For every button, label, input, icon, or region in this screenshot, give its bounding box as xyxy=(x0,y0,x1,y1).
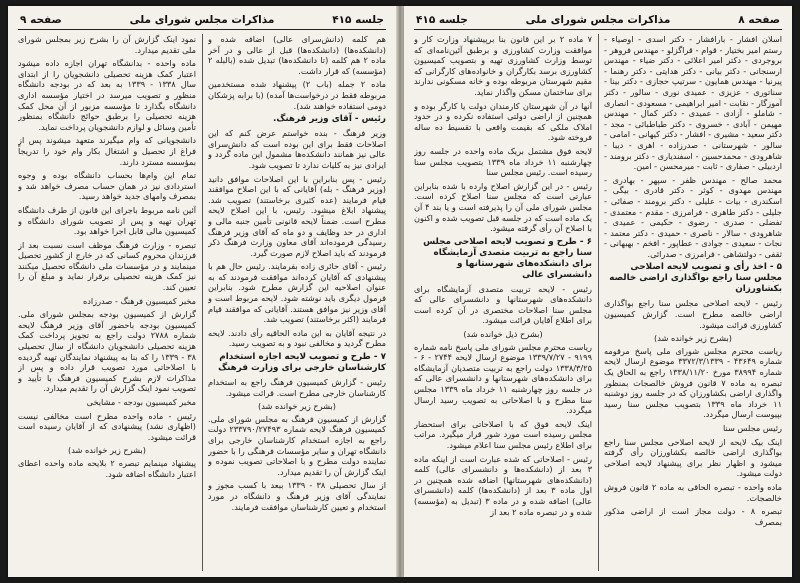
paragraph: در نتیجه آقایان به این ماده الحاقیه رأی دادند. لایحه مطرح گردید و مخالفی نبود و به تصویب رسید. xyxy=(208,327,386,349)
paragraph: نمود اینک گزارش آن را بشرح زیر بمجلس شورای ملی تقدیم میدارد. xyxy=(18,34,196,55)
section-heading: رئیس - آقای وزیر فرهنگ. xyxy=(272,114,386,125)
paragraph: از سال تحصیلی ۳۸ - ۱۳۳۹ ببعد با کسب مجوز و نمایندگی آقای وزیر فرهنگ و دانشگاه در مورد استخدام و تعیین کارشناسان موافقت فرمایند. xyxy=(208,480,386,512)
text-columns xyxy=(18,34,386,571)
page-header xyxy=(18,13,386,30)
reading-note: (بشرح ذیل خوانده شد) xyxy=(463,329,543,340)
page-running-title: مذاکرات مجلس شورای ملی xyxy=(129,14,275,26)
paragraph: ریاست محترم مجلس شورای ملی پاسخ مرقومه شماره ۴۳۶۴۹ - ۳۳۷۲/۳/۱۳۳۹ موضوع ارسال لایحه شماره ۳۸۹۹۴ مورخ ۱۳۳۸/۱۱/۲۰ راجع به الحاق یک تبصره به ماده ۷ قانون فروش خالصجات بمنظور واگذاری اراضی بکشاورزان که در جلسه روز دوشنبه ۱۱ خرداد ماه ۱۳۳۹ بتصویب مجلس سنا رسید بپیوست ارسال میگردد. xyxy=(604,345,782,420)
page-header xyxy=(414,13,782,30)
reading-note: (بشرح زیر خوانده شد) xyxy=(258,401,336,412)
paragraph: رئیس - ماده واحده مطرح است مخالفی نیست (اظهاری نشد) پیشنهادی که از آقایان رسیده است قرائت میشود. xyxy=(18,410,196,442)
section-heading: ۶ - طرح و تصویب لایحه اصلاحی مجلس سنا راجع به تربیت متصدی آزمایشگاه برای دانشکده‌های شهرستانها و دانشسرای عالی xyxy=(423,236,592,280)
reading-note: (بشرح زیر خوانده شد) xyxy=(654,333,732,344)
section-heading: ۵ - اخذ رأی و تصویب لایحه اصلاحی مجلس سنا راجع بواگذاری اراضی خالصه بکشاورزان xyxy=(609,262,782,295)
paragraph: پیشنهاد مینمایم تبصره ۲ بلایحه ماده واحده اعطای اعتبار دانشگاه اضافه شود. xyxy=(18,457,196,479)
paragraph: تبصره ۸ - دولت مجاز است از اراضی مذکور بمصرف xyxy=(604,506,782,527)
page-running-title: مذاکرات مجلس شورای ملی xyxy=(525,14,671,26)
paragraph: رئیس - گزارش کمیسیون فرهنگ راجع به استخدام کارشناسان خارجی مطرح است. قرائت میشود. xyxy=(208,377,386,398)
right-page xyxy=(404,6,792,577)
paragraph: مخبر کمیسیون بودجه - مشایخی xyxy=(86,397,196,407)
section-heading: ۷ - طرح و تصویب لایحه اجازه استخدام کارشناسان خارجی برای وزارت فرهنگ xyxy=(218,352,386,374)
paragraph: رئیس - پس بنابراین با این اصلاحات موافق دانید (وزیر فرهنگ - بله) آقایانی که با این اصلاح موافقند قیام فرمایند (عده کثیری برخاستند) تصویب شد. پیشنهاد ابلاغ میشود. رئیس، با این اصلاح لایحه مطرح است. ضمناً لایحه قانونی تأمین جنبه مالی و اداری در حد وظایف و دو ماه که آقای وزیر فرهنگ رسیدگی فرموده‌اند آقای معاون وزارت فرهنگ ذکر فرمودند که باید اصلاح لازم صورت گیرد. xyxy=(208,173,386,258)
paragraph: اینک بیک لایحه از لایحه اصلاحی مجلس سنا راجع بواگذاری اراضی خالصه بکشاورزان رأی گرفته میشود و اظهار نظر برای پیشنهاد لایحه اصلاحی دولت میشود. xyxy=(604,436,782,479)
column-divider xyxy=(202,34,203,571)
text-column-left xyxy=(414,34,592,571)
paragraph: آئین نامه مربوط باجرای این قانون از طرف دانشگاه تهران تهیه و پس از تصویب شورای دانشگاه و کمیسیون مالی قابل اجرا خواهد بود. xyxy=(18,204,196,237)
text-column-right xyxy=(604,34,782,571)
paragraph: تمام این وام‌ها بحساب دانشگاه بوده و وجوه استردادی نیز در همان حساب مصرف خواهد شد و بمصرف وامهای جدید خواهد رسید. xyxy=(18,170,196,202)
paragraph: گزارش از کمیسیون فرهنگ به مجلس شورای ملی. کمیسیون فرهنگ لایحه شماره ۲۳۳۷۹۰/۲۷۴۹۳ دولت راجع به اجازه استخدام کارشناسان خارجی برای دانشگاه تهران و سایر مؤسسات فرهنگی را با حضور نماینده دولت مطرح و با اصلاحاتی تصویب نموده و اینک گزارش آن را تقدیم میدارد. xyxy=(208,413,386,477)
column-divider xyxy=(598,34,599,571)
paragraph: رئیس - آقای حائری زاده بفرمایند. رئیس حال هم با پیشنهادی که آقایان کرده‌اند موافقت فرمودند که به عنوان اصلاحیه این گزارش مطرح شود. بنابراین فرمول دیگری باید نوشته شود. لایحه مربوط است و آقای وزیر نیز موافق هستند. آقایانی که موافقند قیام فرمایند (اکثر برخاستند) تصویب شد. xyxy=(208,261,386,325)
paragraph: اینک لایحه فوق که با اصلاحاتی برای استحضار مجلس رسیده است مورد شور قرار میگیرد. مراتب برای اطلاع رئیس مجلس سنا اعلام میشود. xyxy=(414,418,592,450)
book-gutter xyxy=(396,6,404,577)
paragraph: هم کلمه (دانش‌سرای عالی) اضافه شده و (دانشکده‌ها) (دانشکده‌ها) قبل از عالی و در آخر ماده ۲ هم کلمه (تا دانشکده‌ها) تبدیل شده (بالبله ۲ (مؤسسه) که قرار داشت. xyxy=(208,34,386,76)
paragraph: لایحه فوق مشتمل بریک ماده واحده در جلسه روز چهارشنبه ۱۱ خرداد ماه ۱۳۳۹ بتصویب مجلس سنا رسیده است. رئیس مجلس سنا xyxy=(414,145,592,178)
paragraph: اسلان افشار - بارافشار - دکتر اسدی - اوصیاء - رستم امیر بختیار - قوام - قراگزلو - مهندس فروهر - بروجردی - دکتر امیر اعلائی - دکتر ضیاء - مهندس ارسنجانی - دکتر بیانی - دکتر هدایتی - دکتر رهنما - پیرنیا - مهندس همایون - سرتیپ حجازی - دکتر بینا - سناتوری - عزیزی - عمیدی نوری - سالور - دکتر آموزگار - نقابت - امیر ابراهیمی - مسعودی - انصاری - شاملو - آزادی - عمیدی - دکتر کمال - مهندس مهیمن - آبادی - خسروی - دکتر طباطبائی - مجد - دکتر سعید - مشیری - افشار - دکتر کیهانی - امامی - سالور - شهرستانی - صدرزاده - اهری - دیبا - شاهرودی - محمدحسین - اسفندیاری - دکتر برومند - اردبیلی - صفاری - ثابت - میرمحسن - امین. xyxy=(604,34,782,172)
text-columns xyxy=(414,34,782,571)
reading-note: (بشرح زیر خوانده شد) xyxy=(68,445,146,456)
text-column-right xyxy=(208,34,386,571)
page-number: صفحه ۹ xyxy=(20,14,62,26)
paragraph: رئیس مجلس سنا xyxy=(723,423,782,433)
paragraph: ماده ۲ جمله (باب ۲) پیشنهاد شده مستخدمین مربوطه فقط در درخواست‌ها آمده) (با برابه پزشکان دومی استفاده خواهند شد). xyxy=(208,79,386,111)
paragraph: گزارش از کمیسیون بودجه بمجلس شورای ملی. کمیسیون بودجه باحضور آقای وزیر فرهنگ لایحه شماره ۲۷۸۸ دولت راجع به تجویز پرداخت کمک هزینه تحصیلی دانشجویان دانشگاه از سال تحصیلی ۳۸ - ۱۳۳۹ را که بنا به پیشنهاد نمایندگان تهیه گردیده با اصلاحاتی مورد تصویب قرار داده و پس از مذاکرات لازم بشرح کمیسیون فرهنگ با تأیید و تصویب نمود اینک گزارش آن را تقدیم میدارد. xyxy=(18,309,196,394)
paragraph: ماده واحده - بدانشگاه تهران اجازه داده میشود اعتبار کمک هزینه تحصیلی دانشجویان را از ابتدای سال ۱۳۳۸ - ۱۳۳۹ به بعد که در بودجه دانشگاه منظور و تصویب میرسد در اختیار مؤسسه اداری دانشگاه بگذارد تا مؤسسه مزبور از آن محل کمک هزینه تحصیلی را برطبق حوائج دانشگاه بمنظور تأمین وسائل و لوازم دانشجویان پرداخت نماید. xyxy=(18,58,196,132)
session-number: جلسه ۴۱۵ xyxy=(332,14,384,26)
paragraph: رئیس - اصلاحاتی که شده عبارت است از اینکه ماده ۳ بعد از (دانشکده‌ها و دانشسرای عالی) کلمه (دانشکده‌های شهرستانها) اضافه شده همچنین در اول ماده ۳ بعد از (دانشکده‌ها) کلمه (دانشسرای عالی) اضافه شده و در ماده ۳ (تبدیل به (مؤسسه) شده و در تبصره ماده ۲ بعد از xyxy=(414,453,592,517)
paragraph: ماده واحده - تبصره الحاقی به ماده ۲ قانون فروش خالصجات. xyxy=(604,481,782,503)
paragraph: دانشجویانی که وام میگیرند متعهد میشوند پس از فراغ از تحصیل و اشتغال بکار وام خود را تدریجاً بمؤسسه مسترد دارند. xyxy=(18,135,196,167)
session-number: جلسه ۴۱۵ xyxy=(416,14,468,26)
paragraph: رئیس - لایحه تربیت متصدی آزمایشگاه برای دانشکده‌های شهرستانها و دانشسرای عالی که مجلس سنا اصلاحات مختصری در آن کرده است برای اطلاع آقایان قرائت میشود. xyxy=(414,283,592,326)
page-number: صفحه ۸ xyxy=(738,14,780,26)
text-column-left xyxy=(18,34,196,571)
left-page xyxy=(8,6,396,577)
paragraph: رئیس - لایحه اصلاحی مجلس سنا راجع بواگذاری اراضی خالصه مطرح است. گزارش کمیسیون کشاورزی قرائت میشود. xyxy=(604,298,782,330)
paragraph: ۷ ماده ۲ بر این قانون بنا برپیشنهاد وزارت کار و موافقت وزارت کشاورزی و برطبق آئین‌نامه‌ای که توسط وزارت کشاورزی تهیه و بتصویب کمیسیون کشاورزی برسد بکارگران و خانواده‌های کارگرانی که مقیم شهرستان مربوطه بوده و خانه مسکونی ندارند برای ساختمان مسکن واگذار نماید. xyxy=(414,34,592,97)
paragraph: محمد صالح - مهندس ظفر - سپهر - بهادری - مهندس مهدوی - کوثر - دکتر قادری - بیگی - اسکندری - بیات - علیلی - دکتر برومند - صفائی - جلیلی - دکتر طاهری - فرامرزی - مقدم - معتمدی - تفضلی - صدری - رضوی - حکیمی - عمیدی - شاهرودی - سالار - ناصری - حمیدی - دکتر معتمد - نجات - سعیدی - جوادی - عطاپور - افخم - بهبهانی - ثقفی - دولتشاهی - فرامرزی - صدرائی. xyxy=(604,174,782,259)
paragraph: رئیس - در این گزارش اصلاح وارده با شده بنابراین عبارتی است که مجلس سنا اصلاح کرده است. مجلس شورای ملی آن را پذیرفته است و یا بند ۴ آن یک ماده است که در جلسه قبل تصویب شده و اکنون با اصلاح آن رأی گرفته میشود. xyxy=(414,180,592,234)
paragraph: مخبر کمیسیون فرهنگ - صدرزاده xyxy=(82,295,196,306)
paragraph: ریاست محترم مجلس شورای ملی پاسخ نامه شماره ۹۱۹۹ - ۱۳۳۹/۷/۲۷ موضوع ارسال لایحه ۲۷۴۴ - ۶ - ۱۳۳۸/۳/۲۵ دولت راجع به تربیت متصدیان آزمایشگاه برای دانشکده‌های شهرستانها و دانشسرای عالی که در جلسه روز چهارشنبه ۱۱ خرداد ماه ۱۳۳۹ مجلس سنا مطرح و با اصلاحاتی به تصویب رسید ارسال میگردد. xyxy=(414,341,592,416)
paragraph: تبصره - وزارت فرهنگ موظف است نسبت بعد از فرزندان محروم کسانی که در خارج از کشور تحصیل مینمایند و در مؤسسات ملی دانشگاه تحصیل میکنند نیز کمک هزینه تحصیلی برقرار نماید و مبلغ آن را تعیین کند. xyxy=(18,239,196,293)
paragraph: وزیر فرهنگ - بنده خواستم عرض کنم که این اصلاحات فقط برای این بوده است که دانش‌سرای عالی نیز همانند دانشکده‌ها مشمول این ماده گردد و ایرادی نیز به کلیات ندارد تا تصویب شود. xyxy=(208,128,386,170)
paragraph: آنها در آن شهرستان کارمندان دولت یا کارگر بوده و همچنین از اراضی دولتی استفاده نکرده و در حدود املاک ملکی که بقیمت واقعی با تقسیط ده ساله فروخته شود. xyxy=(414,100,592,143)
